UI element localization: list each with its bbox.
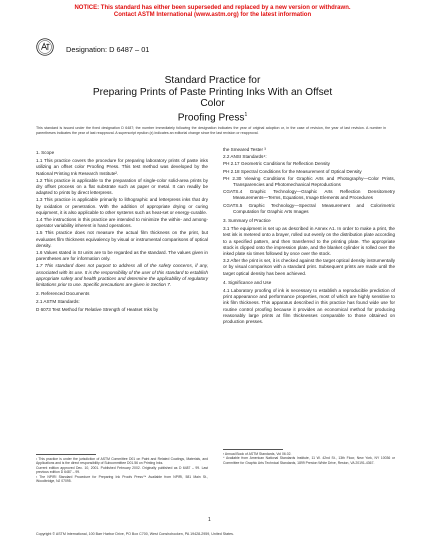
paragraph-2-2: 2.2 ANSI Standards⁴: xyxy=(223,154,267,160)
footnotes-left xyxy=(36,457,208,483)
paragraph-4-1: 4.1 Laboratory proofing of ink is necessary to establish a reproducible prediction of print appearance and performance properties, most of which are highly sensitive to ink film thickness. This apparatus described in this practice has found wide use for routine control proofing because it provides an economical method for producing reasonably large prints at film thicknesses comparable to those obtained on production presses. xyxy=(223,288,395,325)
footnote-1b: Current edition approved Dec. 10, 2001. Published February 2002. Originally published as D 6487 – 99. Last previous edition D 6487 – 99. xyxy=(36,465,208,475)
footnote-3: ³ Annual Book of ASTM Standards, Vol 06.02. xyxy=(223,452,292,456)
paragraph-1-1: 1.1 This practice covers the procedure for preparing laboratory prints of paste inks utilizing an offset color Proofing Press. This test method was developed by the National Printing Ink Research Institute². xyxy=(36,158,208,176)
page-number: 1 xyxy=(208,517,211,523)
footnote-4: ⁴ Available from American National Standards Institute, 11 W. 42nd St., 13th Floor, New York, NY 10036 or Committee for Graphic Arts Technical Standards, 1899 Preston White Drive, Reston, VA 20191-4367. xyxy=(223,456,395,465)
title-line-2: Preparing Prints of Paste Printing Inks With an Offset Color xyxy=(92,86,333,110)
copyright-line: Copyright © ASTM International, 100 Barr Harbor Drive, PO Box C700, West Conshohocken, PA 19428-2959, United States. xyxy=(36,532,234,536)
reference-ph217: PH 2.17 Geometric Conditions for Reflection Density xyxy=(223,161,330,167)
title-line-3-text: Proofing Press xyxy=(177,112,245,124)
designation: Designation: D 6487 – 01 xyxy=(66,45,150,54)
reference-ph230: PH 2.30 Viewing Conditions for Graphic Arts and Photography—Color Prints, Transparencies and Photomechanical Reproductions xyxy=(223,175,395,188)
reference-continuation: the Smeared Tester ³ xyxy=(223,147,266,152)
reference-ph218: PH 2.18 Spectral Conditions for the Measurement of Optical Density xyxy=(223,168,362,174)
paragraph-1-2: 1.2 This practice is applicable to the preparation of single-color solid-area prints by dry offset process on a flat substrate such as paper or metal. It can readily be adapted to prints by direct letterpress. xyxy=(36,177,208,196)
astm-logo-icon xyxy=(36,38,54,56)
paragraph-1-6: 1.6 Values stated in SI units are to be regarded as the standard. The values given in parentheses are for information only. xyxy=(36,250,208,262)
title-footnote-marker: 1 xyxy=(244,111,248,118)
paragraph-1-5: 1.5 This practice does not measure the actual film thickness on the print, but evaluates film thickness equivalency by visual or instrumental comparisons of optical density. xyxy=(36,230,208,248)
left-column xyxy=(36,147,208,314)
footnote-rule-right xyxy=(223,449,283,450)
footnote-rule-left xyxy=(36,454,96,455)
title-line-3 xyxy=(80,110,345,124)
footnote-1: ¹ This practice is under the jurisdiction of ASTM Committee D01 on Paint and Related Coatings, Materials, and Applications and is the direct responsibility of Subcommittee D01.56 on Printing Inks. xyxy=(36,457,208,466)
section-heading-summary: 3. Summary of Practice xyxy=(223,218,271,224)
section-heading-significance: 4. Significance and Use xyxy=(223,279,272,285)
paragraph-3-1: 3.1 The equipment is set up as described in Annex A1. In order to make a print, the test ink is metered onto a brayer, rolled out evenly on the distribution plate according to a specified pattern, and then transferred to the printing plate. The appropriate stock is clipped onto the impression plate, and the blanket cylinder is rolled over the inked plate six times followed by once over the stock. xyxy=(223,226,395,257)
title-line-1: Standard Practice for xyxy=(164,75,261,86)
paragraph-1-7: 1.7 This standard does not purport to address all of the safety concerns, if any, associated with its use. It is the responsibility of the user of this standard to establish appropriate safety and health practices and determine the applicability of regulatory limitations prior to use. Specific precautions are given in Section 7. xyxy=(36,263,208,288)
notice-line-1: NOTICE: This standard has either been superseded and replaced by a new version or withdrawn. xyxy=(74,5,351,11)
paragraph-1-4: 1.4 The instructions in this practice are intended to minimize the within- and among-operator variability inherent in hand operations. xyxy=(36,217,208,229)
right-column xyxy=(223,147,395,326)
preamble: This standard is issued under the fixed designation D 6487; the number immediately following the designation indicates the year of original adoption or, in the case of revision, the year of last revision. A number in parentheses indicates the year of last reapproval. A superscript epsilon (ε) indicates an editorial change since the last revision or reapproval. xyxy=(36,126,386,135)
section-heading-referenced-documents: 2. Referenced Documents xyxy=(36,291,90,297)
footnotes-right xyxy=(223,452,395,465)
notice-line-2: Contact ASTM International (www.astm.org) for the latest information xyxy=(113,12,312,18)
section-heading-scope: 1. Scope xyxy=(36,150,55,155)
paragraph-3-2: 3.2 After the print is set, it is checked against the target optical density instrumentally or by visual comparison with a standard print. Subsequent prints are made until the target optical density has been achieved. xyxy=(223,258,395,276)
reference-cgats4: CGATS.4 Graphic Technology—Graphic Arts Reflection Densitometry Measurements—Terms, Equations, Image Elements and Procedures xyxy=(223,189,395,201)
document-title xyxy=(80,75,345,124)
reference-cgats5: CGATS.5 Graphic Technology—Spectral Measurement and Colorimetric Computation for Graphic Arts Images xyxy=(223,202,395,214)
withdrawal-notice xyxy=(0,5,425,19)
paragraph-2-1: 2.1 ASTM Standards: xyxy=(36,299,80,305)
paragraph-1-3: 1.3 This practice is applicable primarily to lithographic and letterpress inks that dry by oxidation or penetration. With the addition of appropriate drying or curing equipment, it is also applicable to other systems such as heat-set or energy-curable. xyxy=(36,197,208,215)
reference-d6073: D 6073 Test Method for Relative Strength of Heatset Inks by xyxy=(36,306,159,312)
footnote-2: ² The NPIRI Standard Procedure for Preparing Ink Proofs Press™ Available from NPIRI, 581 Main St., Woodbridge, NJ 07095. xyxy=(36,474,208,484)
